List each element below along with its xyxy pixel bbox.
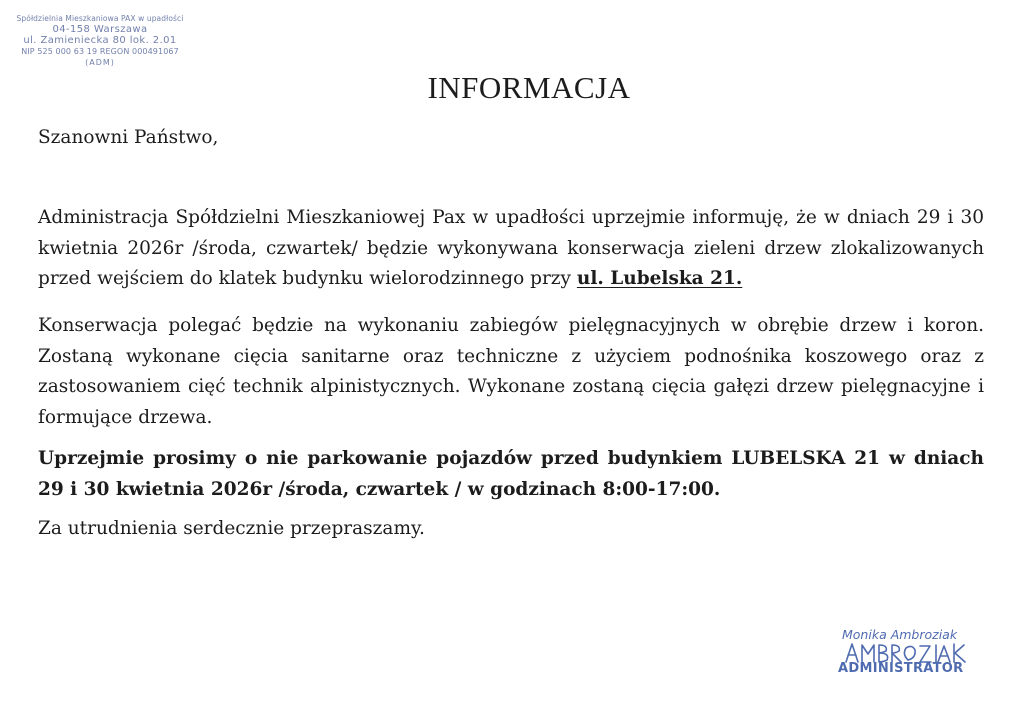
signature-stamp — [838, 628, 988, 676]
paragraph-details: Konserwacja polegać będzie na wykonaniu zabiegów pielęgnacyjnych w obrębie drzew i koron. Zostaną wykonane cięcia sanitarne oraz techniczne z użyciem podnośnika koszowego oraz z zastosowaniem cięć technik alpinistycznych. Wykonane zostaną cięcia gałęzi drzew pielęgnacyjne i formujące drzewa. — [38, 315, 984, 428]
company-stamp — [8, 13, 192, 68]
signature-name: Monika Ambroziak — [842, 627, 958, 642]
address-highlight: ul. Lubelska 21. — [576, 268, 743, 289]
handwritten-signature — [838, 640, 988, 666]
closing-apology: Za utrudnienia serdecznie przepraszamy. — [38, 518, 425, 539]
stamp-street: ul. Zamieniecka 80 lok. 2.01 — [23, 35, 177, 46]
stamp-department: (ADM) — [85, 58, 115, 67]
paragraph-announcement-text: Administracja Spółdzielni Mieszkaniowej Pax w upadłości uprzejmie informuję, że w dniach 29 i 30 kwietnia 2026r /środa, czwartek/ będzie wykonywana konserwacja zieleni drzew zlokalizowanych przed wejściem do klatek budynku wielorodzinnego przy — [38, 207, 984, 289]
stamp-company-name: Spółdzielnia Mieszkaniowa PAX w upadłości — [16, 14, 184, 23]
paragraph-announcement — [38, 203, 984, 295]
paragraph-parking-request: Uprzejmie prosimy o nie parkowanie pojazdów przed budynkiem LUBELSKA 21 w dniach 29 i 30 kwietnia 2026r /środa, czwartek / w godzinach 8:00-17:00. — [38, 448, 984, 500]
stamp-tax-ids: NIP 525 000 63 19 REGON 000491067 — [21, 47, 179, 56]
handwritten-signature-graphic — [838, 640, 988, 666]
page-title: INFORMACJA — [427, 70, 631, 105]
signature-role: ADMINISTRATOR — [838, 661, 964, 676]
greeting: Szanowni Państwo, — [38, 127, 219, 148]
stamp-postal-code: 04-158 Warszawa — [52, 24, 148, 35]
